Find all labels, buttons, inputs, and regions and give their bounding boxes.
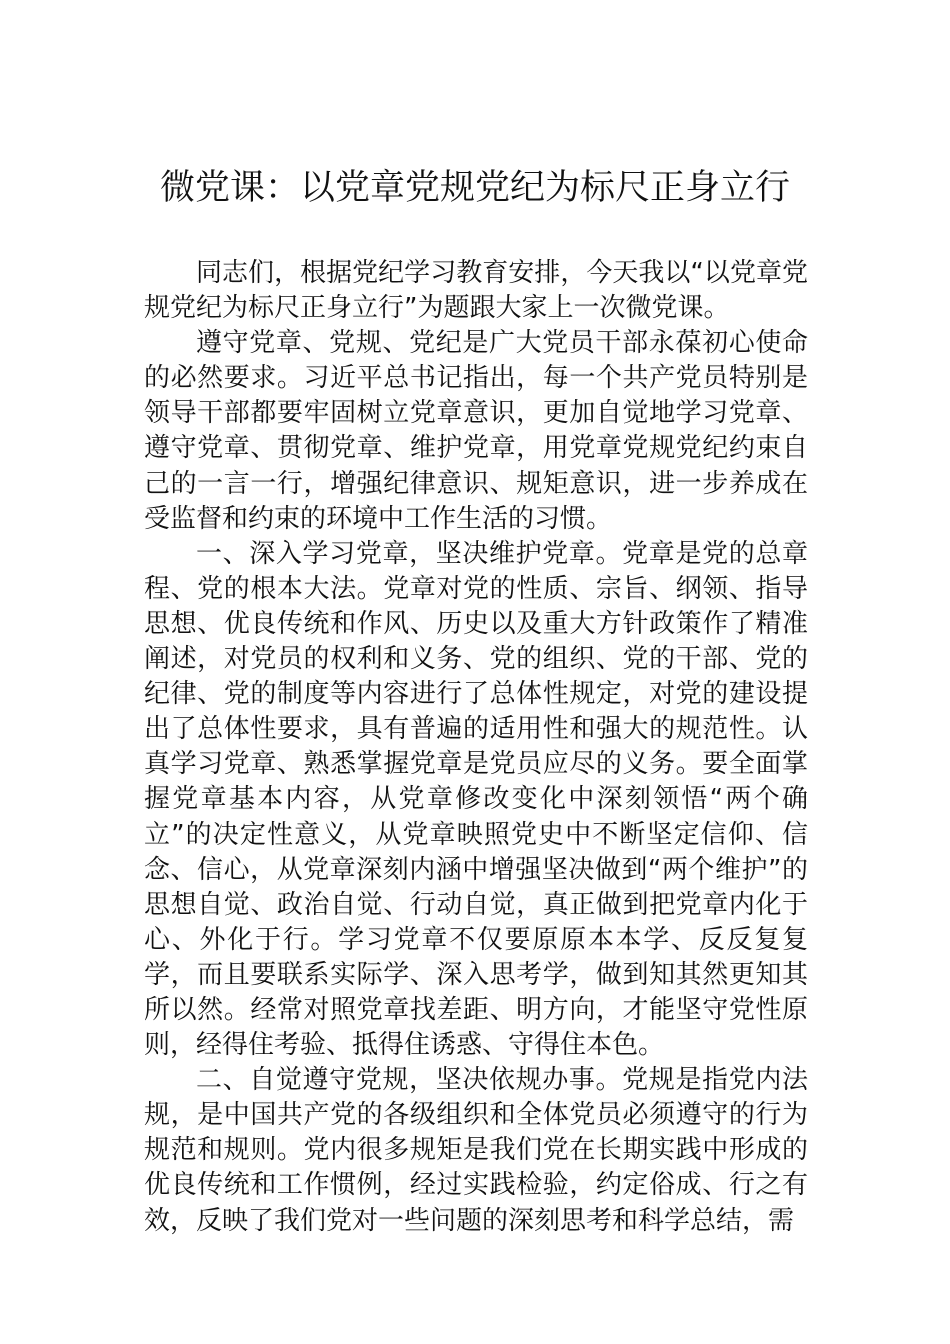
paragraph-section-two: 二、自觉遵守党规，坚决依规办事。党规是指党内法规，是中国共产党的各级组织和全体党员必须遵守的行为规范和规则。党内很多规矩是我们党在长期实践中形成的优良传统和工作惯例，经过实践检验，约定俗成、行之有效，反映了我们党对一些问题的深刻思考和科学总结，需 bbox=[144, 1065, 808, 1236]
paragraph-section-one: 一、深入学习党章，坚决维护党章。党章是党的总章程、党的根本大法。党章对党的性质、宗旨、纲领、指导思想、优良传统和作风、历史以及重大方针政策作了精准阐述，对党员的权利和义务、党的组织、党的干部、党的纪律、党的制度等内容进行了总体性规定，对党的建设提出了总体性要求，具有普遍的适用性和强大的规范性。认真学习党章、熟悉掌握党章是党员应尽的义务。要全面掌握党章基本内容，从党章修改变化中深刻领悟“两个确立”的决定性意义，从党章映照党史中不断坚定信仰、信念、信心，从党章深刻内涵中增强坚决做到“两个维护”的思想自觉、政治自觉、行动自觉，真正做到把党章内化于心、外化于行。学习党章不仅要原原本本学、反反复复学，而且要联系实际学、深入思考学，做到知其然更知其所以然。经常对照党章找差距、明方向，才能坚守党性原则，经得住考验、抵得住诱惑、守得住本色。 bbox=[144, 538, 808, 1061]
document-body bbox=[144, 256, 808, 1239]
document-title: 微党课：以党章党规党纪为标尺正身立行 bbox=[159, 168, 790, 208]
paragraph-opening: 同志们，根据党纪学习教育安排，今天我以“以党章党规党纪为标尺正身立行”为题跟大家上一次微党课。 bbox=[144, 258, 808, 324]
paragraph-introduction: 遵守党章、党规、党纪是广大党员干部永葆初心使命的必然要求。习近平总书记指出，每一个共产党员特别是领导干部都要牢固树立党章意识，更加自觉地学习党章、遵守党章、贯彻党章、维护党章，用党章党规党纪约束自己的一言一行，增强纪律意识、规矩意识，进一步养成在受监督和约束的环境中工作生活的习惯。 bbox=[144, 328, 808, 534]
